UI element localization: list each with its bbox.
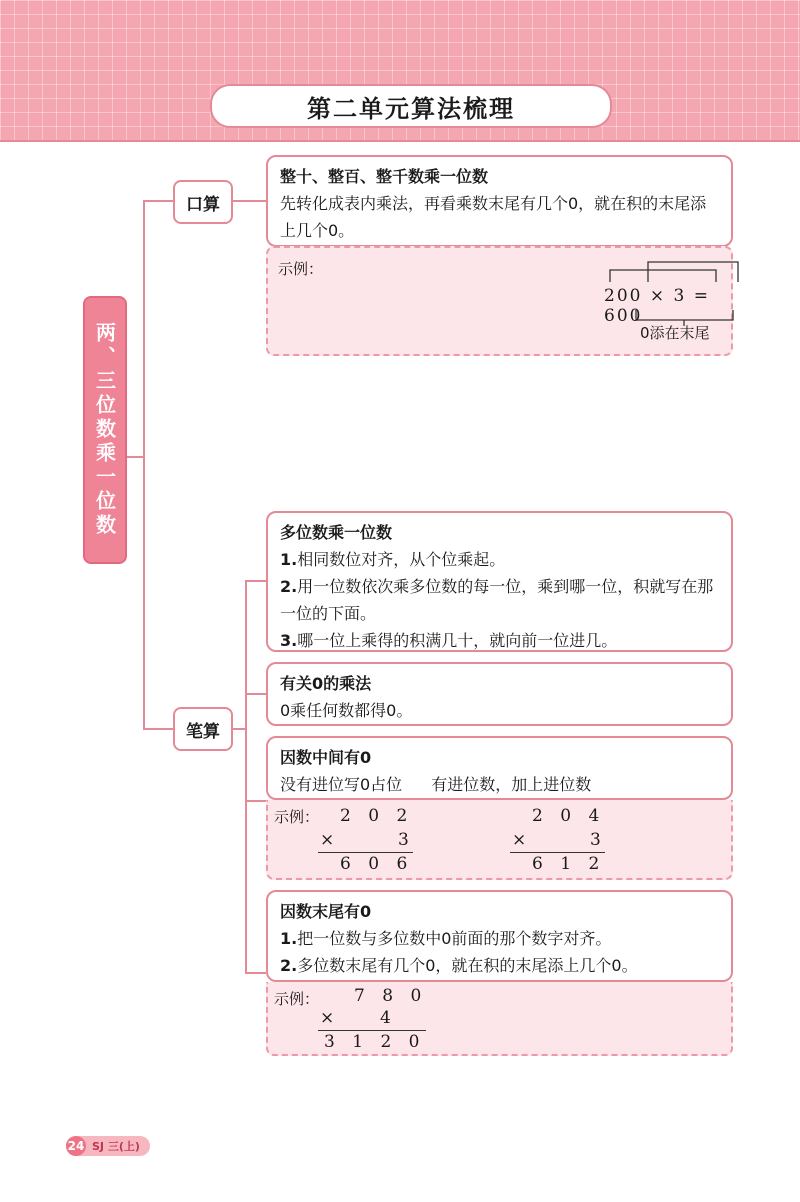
connector xyxy=(245,693,266,695)
mult-top: 2 0 2 xyxy=(340,806,414,826)
end-zero-example xyxy=(266,982,733,1056)
example-label: 示例： xyxy=(278,260,324,278)
mult-top: 7 8 0 xyxy=(354,986,428,1006)
example-label: 示例： xyxy=(274,990,320,1008)
topic-label: 两、三位数乘一位数 xyxy=(83,296,127,564)
mult-line xyxy=(318,852,413,853)
card-text: 0乘任何数都得0。 xyxy=(280,701,413,720)
end-zero-card xyxy=(266,890,733,982)
mult-mult: 3 xyxy=(398,830,409,850)
list-item: 1.把一位数与多位数中0前面的那个数字对齐。 xyxy=(280,929,612,948)
mult-op: × xyxy=(320,830,335,850)
page-title: 第二单元算法梳理 xyxy=(210,84,612,128)
equation-note: 0添在末尾 xyxy=(640,324,710,342)
mult-top: 2 0 4 xyxy=(532,806,606,826)
equation: 200 × 3 = 600 xyxy=(604,286,710,326)
node-written: 笔算 xyxy=(173,707,233,751)
example-label: 示例： xyxy=(274,808,320,826)
card-title: 有关0的乘法 xyxy=(280,674,372,693)
mult-line xyxy=(318,1030,426,1031)
list-item: 1.相同数位对齐，从个位乘起。 xyxy=(280,550,506,569)
connector xyxy=(143,728,173,730)
multi-digit-card xyxy=(266,511,733,652)
connector xyxy=(245,972,266,974)
connector xyxy=(245,800,266,802)
connector xyxy=(245,580,266,582)
connector xyxy=(143,200,173,202)
node-oral: 口算 xyxy=(173,180,233,224)
mult-result: 3 1 2 0 xyxy=(324,1032,426,1052)
mult-op: × xyxy=(512,830,527,850)
mult-op: × xyxy=(320,1008,335,1028)
middle-zero-example xyxy=(266,800,733,880)
zero-mult-card xyxy=(266,662,733,726)
card-title: 多位数乘一位数 xyxy=(280,523,393,542)
page-number: 24 xyxy=(66,1136,86,1156)
mult-line xyxy=(510,852,605,853)
connector xyxy=(245,580,247,974)
card-subtitles: 没有进位写0占位 有进位数，加上进位数 xyxy=(280,775,592,794)
connector xyxy=(127,456,143,458)
list-item: 2.多位数末尾有几个0，就在积的末尾添上几个0。 xyxy=(280,956,638,975)
header-band xyxy=(0,0,800,142)
mult-mult: 3 xyxy=(590,830,601,850)
mult-result: 6 0 6 xyxy=(340,854,414,874)
card-title: 因数末尾有0 xyxy=(280,902,372,921)
card-text: 先转化成表内乘法，再看乘数末尾有几个0，就在积的末尾添上几个0。 xyxy=(280,194,707,240)
mult-mult: 4 xyxy=(380,1008,391,1028)
oral-card xyxy=(266,155,733,247)
page-footer xyxy=(66,1136,150,1156)
footer-label: SJ 三(上) xyxy=(92,1140,140,1153)
card-title: 整十、整百、整千数乘一位数 xyxy=(280,167,489,186)
oral-example xyxy=(266,246,733,356)
card-title: 因数中间有0 xyxy=(280,748,372,767)
connector xyxy=(233,728,245,730)
mult-result: 6 1 2 xyxy=(532,854,606,874)
connector xyxy=(233,200,266,202)
list-item: 2.用一位数依次乘多位数的每一位，乘到哪一位，积就写在那一位的下面。 xyxy=(280,577,714,623)
list-item: 3.哪一位上乘得的积满几十，就向前一位进几。 xyxy=(280,631,618,650)
middle-zero-card xyxy=(266,736,733,800)
connector xyxy=(143,200,145,728)
